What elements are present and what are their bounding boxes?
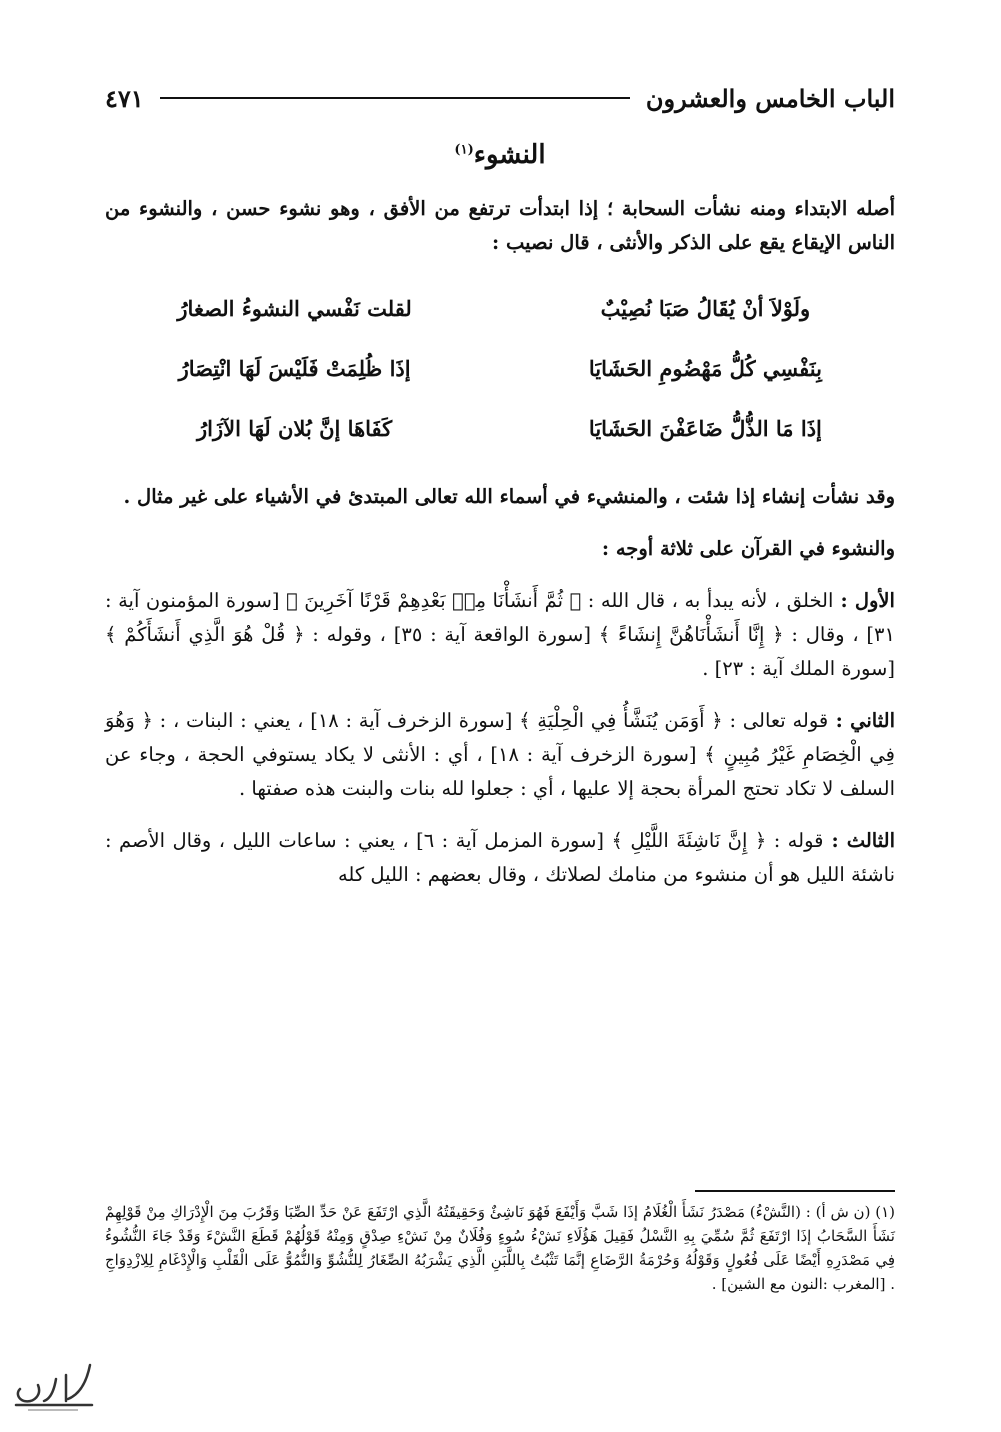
- paragraph-second-meaning: [105, 704, 895, 806]
- header-rule: [160, 97, 630, 99]
- footnote-rule: [695, 1190, 895, 1192]
- footnote-marker: (١): [454, 142, 474, 158]
- second-meaning-label: الثاني :: [835, 709, 895, 732]
- verse-second-hemistich: كَفَاهَا إنَّ بُلان لَهَا الآزَارُ: [196, 415, 393, 441]
- verse-first-hemistich: بِنَفْسِي كُلُّ مَهْضُومِ الحَشَايَا: [588, 355, 822, 381]
- book-page: [105, 78, 895, 910]
- section-title: [105, 140, 895, 180]
- first-meaning-label: الأول :: [840, 589, 895, 612]
- verse-second-hemistich: لقلت نَفْسي النشوءُ الصغارُ: [177, 295, 412, 321]
- footnote: (١) (ن ش أ) : (النَّشْءُ) مَصْدَرُ نَشَأَ الْغُلَامُ إذَا شَبَّ وَأَيْفَعَ فَهُوَ نَاشِئٌ وَحَقِيقَتُهُ الَّذِي ارْتَفَعَ عَنْ حَدِّ الصِّبَا وَقَرُبَ مِنَ الْإِدْرَاكِ مِنْ قَوْلِهِمْ نَشَأَ السَّحَابُ إذَا ارْتَفَعَ ثُمَّ سُمِّيَ بِهِ النَّسْلُ فَقِيلَ هَؤُلَاءِ نَشْءُ سُوءٍ وَفُلَانٌ مِنْ نَشْءِ صِدْقٍ وَمِنْهُ قَوْلُهُمْ قَطَعَ النَّشْءَ وَقَدْ جَاءَ النُّشُوءُ فِي مَصْدَرِهِ أَيْضًا عَلَى فُعُولٍ وَقَوْلُهُ وَحُرْمَةُ الرَّضَاعِ إنَّمَا تَثْبُتُ بِاللَّبَنِ الَّذِي يَشْرَبُهُ الصِّغَارُ لِلنُّشُوِّ وَالنُّمُوُّ عَلَى الْقَلْبِ وَالْإِدْغَامِ لِلِازْدِوَاجِ . [المغرب :النون مع الشين] .: [105, 1203, 895, 1293]
- verse-first-hemistich: إذَا مَا الذُّلُّ ضَاعَفْنَ الحَشَايَا: [588, 415, 822, 441]
- second-meaning-text: قوله تعالى : ﴿ أَوَمَن يُنَشَّأُ فِي الْحِلْيَةِ ﴾ [سورة الزخرف آية : ١٨] ، يعني : البنات ، : ﴿ وَهُوَ فِي الْخِصَامِ غَيْرُ مُبِينٍ ﴾ [سورة الزخرف آية : ١٨] ، أي : الأنثى لا يكاد يستوفي الحجة ، وجاء عن السلف لا تكاد تحتج المرأة بحجة إلا عليها ، أي : جعلوا لله بنات والبنت هذه صفتها .: [105, 709, 895, 800]
- poem-verses: [105, 278, 895, 458]
- page-number: ٤٧١: [105, 83, 144, 113]
- verse-second-hemistich: إذَا ظُلِمَتْ فَلَيْسَ لَهَا انْتِصَارُ: [178, 355, 411, 381]
- paragraph-third-meaning: [105, 824, 895, 892]
- verse-row: [105, 278, 895, 338]
- publisher-logo-icon: [8, 1355, 98, 1415]
- paragraph-origin: أصله الابتداء ومنه نشأت السحابة ؛ إذا ابتدأت ترتفع من الأفق ، وهو نشوء حسن ، والنشوء من الناس الإيقاع يقع على الذكر والأنثى ، قال نصيب :: [105, 197, 895, 254]
- paragraph-intro-meanings: والنشوء في القرآن على ثلاثة أوجه :: [601, 537, 895, 560]
- paragraph-first-meaning: [105, 584, 895, 686]
- verse-row: [105, 338, 895, 398]
- first-meaning-text: الخلق ، لأنه يبدأ به ، قال الله : ﴿ ثُمَّ أَنشَأْنَا مِنۢ بَعْدِهِمْ قَرْنًا آخَرِينَ ﴾ [سورة المؤمنون آية : ٣١] ، وقال : ﴿ إِنَّا أَنشَأْنَاهُنَّ إِنشَاءً ﴾ [سورة الواقعة آية : ٣٥] ، وقوله : ﴿ قُلْ هُوَ الَّذِي أَنشَأَكُمْ ﴾ [سورة الملك آية : ٢٣] .: [105, 589, 895, 680]
- running-header: [105, 78, 895, 118]
- verse-first-hemistich: ولَوْلاَ أنْ يُقَالُ صَبَا نُصِيْبٌ: [600, 295, 811, 321]
- third-meaning-text: قوله : ﴿ إِنَّ نَاشِئَةَ اللَّيْلِ ﴾ [سورة المزمل آية : ٦] ، يعني : ساعات الليل ، وقال الأصم : ناشئة الليل هو أن منشوء من منامك لصلاتك ، وقال بعضهم : الليل كله: [105, 829, 895, 886]
- third-meaning-label: الثالث :: [831, 829, 895, 852]
- chapter-title: الباب الخامس والعشرون: [645, 83, 895, 113]
- paragraph-definition: وقد نشأت إنشاء إذا شئت ، والمنشيء في أسماء الله تعالى المبتدئ في الأشياء على غير مثال .: [123, 485, 895, 508]
- section-title-text: النشوء: [473, 140, 546, 170]
- verse-row: [105, 398, 895, 458]
